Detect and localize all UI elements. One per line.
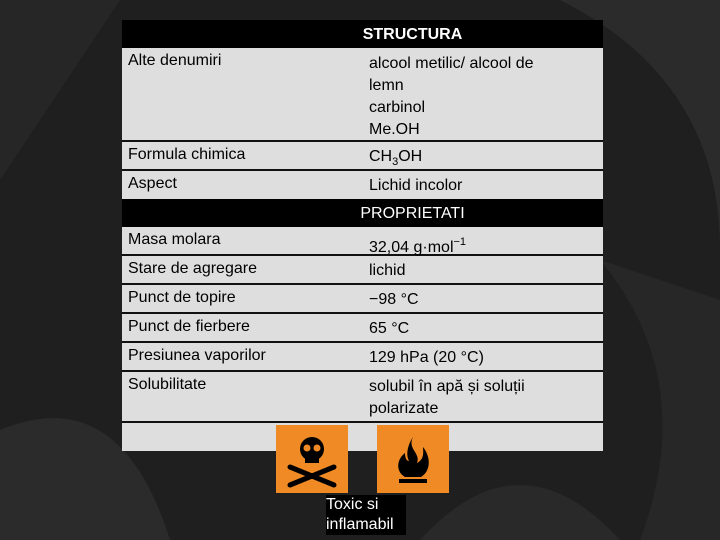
table-row [122, 48, 603, 142]
table-row [122, 256, 603, 285]
table-row-empty [122, 423, 603, 451]
hazard-caption: Toxic si inflamabil [326, 495, 406, 535]
alt-name: carbinol [369, 99, 426, 116]
row-value: solubil în apă și soluții polarizate [369, 378, 525, 417]
structure-header: STRUCTURA [122, 20, 603, 48]
row-label: Solubilitate [128, 376, 207, 393]
row-label: Presiunea vaporilor [128, 347, 266, 364]
table-row [122, 343, 603, 372]
row-value: Lichid incolor [369, 177, 463, 194]
row-label: Alte denumiri [128, 52, 222, 69]
alt-name: alcool metilic/ alcool de [369, 55, 534, 72]
row-label: Stare de agregare [128, 260, 257, 277]
table-row [122, 372, 603, 423]
properties-header: PROPRIETATI [122, 199, 603, 227]
row-label: Aspect [128, 175, 177, 192]
methanol-table [122, 20, 603, 451]
table-row [122, 314, 603, 343]
row-value: lichid [369, 262, 406, 279]
row-label: Punct de fierbere [128, 318, 250, 335]
alt-name: lemn [369, 77, 404, 94]
flame-icon [377, 425, 449, 493]
row-label: Formula chimica [128, 146, 246, 163]
alt-name: Me.OH [369, 121, 420, 138]
table-row [122, 227, 603, 256]
row-value [362, 48, 603, 140]
table-row [122, 285, 603, 314]
skull-crossbones-icon [276, 425, 348, 493]
table-row [122, 142, 603, 171]
row-label: Masa molara [128, 231, 221, 248]
row-value: 65 °C [369, 320, 410, 337]
table-row [122, 171, 603, 199]
row-value: −98 °C [369, 291, 419, 308]
row-value: 32,04 g·mol$^{-1}$ [369, 236, 467, 256]
chemical-formula: $CH_3OH$ [369, 148, 423, 168]
row-value: 129 hPa (20 °C) [369, 349, 484, 366]
row-label: Punct de topire [128, 289, 236, 306]
